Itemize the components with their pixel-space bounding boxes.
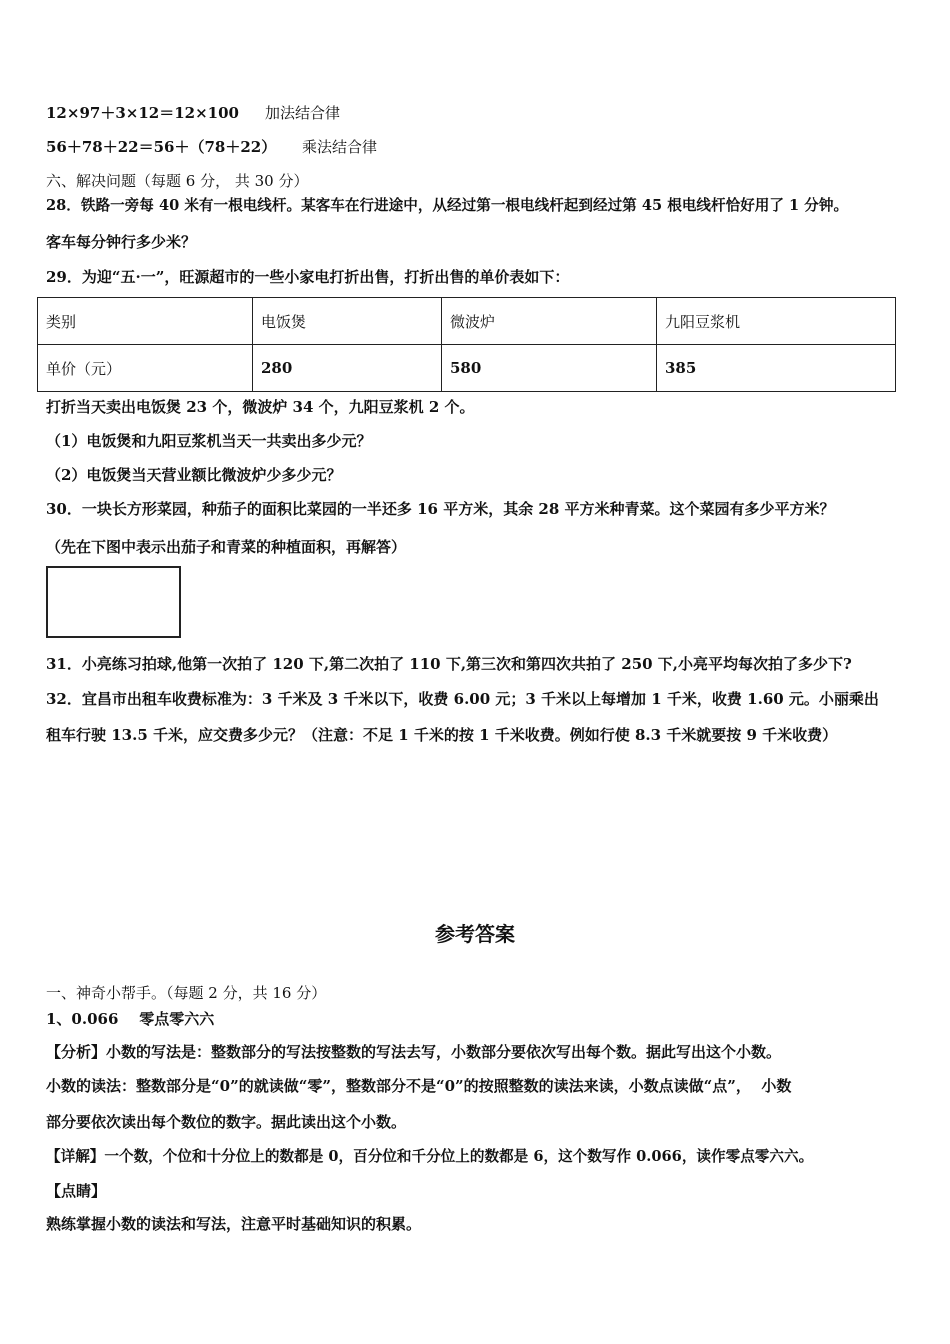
q30-line2: （先在下图中表示出茄子和青菜的种植面积，再解答） <box>46 538 407 556</box>
law-line-1-expr: 12×97＋3×12＝12×100 <box>46 104 239 122</box>
q32-line2: 租车行驶 13.5 千米，应交费多少元？（注意：不足 1 千米的按 1 千米收费。例如行使 8.3 千米就要按 9 千米收费） <box>46 726 838 744</box>
analysis-line3: 部分要依次读出每个数位的数字。据此读出这个小数。 <box>46 1113 407 1131</box>
answer-1: 1、0.066 零点零六六 <box>46 1010 215 1028</box>
table-cell: 单价（元） <box>38 345 253 392</box>
law-line-1-name: 加法结合律 <box>265 104 341 122</box>
q32-line1: 32．宜昌市出租车收费标准为：3 千米及 3 千米以下，收费 6.00 元；3 千米以上每增加 1 千米，收费 1.60 元。小丽乘出 <box>46 690 879 708</box>
q31: 31．小亮练习拍球,他第一次拍了 120 下,第二次拍了 110 下,第三次和第四次共拍了 250 下,小亮平均每次拍了多少下? <box>46 655 852 673</box>
comment-label: 【点睛】 <box>46 1182 107 1200</box>
detail-line: 【详解】一个数，个位和十分位上的数都是 0，百分位和千分位上的数都是 6，这个数写作 0.066，读作零点零六六。 <box>46 1148 814 1165</box>
table-row <box>38 298 896 345</box>
analysis-line1: 【分析】小数的写法是：整数部分的写法按整数的写法去写，小数部分要依次写出每个数。据此写出这个小数。 <box>46 1043 782 1061</box>
table-header-cell: 电饭煲 <box>253 298 442 345</box>
table-header-cell: 九阳豆浆机 <box>657 298 896 345</box>
q29-sales: 打折当天卖出电饭煲 23 个，微波炉 34 个，九阳豆浆机 2 个。 <box>46 398 475 416</box>
garden-rectangle <box>46 566 181 638</box>
q29-sub1: （1）电饭煲和九阳豆浆机当天一共卖出多少元？ <box>46 432 372 450</box>
analysis-line2: 小数的读法：整数部分是“0”的就读做“零”，整数部分不是“0”的按照整数的读法来读，小数点读做“点”， 小数 <box>46 1077 792 1095</box>
q28-line2: 客车每分钟行多少米？ <box>46 233 197 251</box>
q29-sub2: （2）电饭煲当天营业额比微波炉少多少元？ <box>46 466 342 484</box>
q28-line1: 28．铁路一旁每 40 米有一根电线杆。某客车在行进途中，从经过第一根电线杆起到经过第 45 根电线杆恰好用了 1 分钟。 <box>46 197 849 214</box>
table-cell: 280 <box>253 345 442 392</box>
table-header-cell: 类别 <box>38 298 253 345</box>
table-cell: 385 <box>657 345 896 392</box>
table-row <box>38 345 896 392</box>
law-line-2-name: 乘法结合律 <box>302 138 378 156</box>
table-header-cell: 微波炉 <box>442 298 657 345</box>
price-table <box>37 297 896 392</box>
table-cell: 580 <box>442 345 657 392</box>
answers-title: 参考答案 <box>435 922 515 946</box>
comment-line: 熟练掌握小数的读法和写法，注意平时基础知识的积累。 <box>46 1215 422 1233</box>
answers-section1: 一、神奇小帮手。（每题 2 分，共 16 分） <box>46 984 327 1002</box>
section6-heading: 六、解决问题（每题 6 分， 共 30 分） <box>46 172 309 190</box>
q30-line1: 30．一块长方形菜园，种茄子的面积比菜园的一半还多 16 平方米，其余 28 平方米种青菜。这个菜园有多少平方米？ <box>46 500 835 518</box>
law-line-2-expr: 56＋78＋22＝56＋（78＋22） <box>46 138 277 156</box>
q29-intro: 29．为迎“五·一”，旺源超市的一些小家电打折出售，打折出售的单价表如下： <box>46 268 570 286</box>
